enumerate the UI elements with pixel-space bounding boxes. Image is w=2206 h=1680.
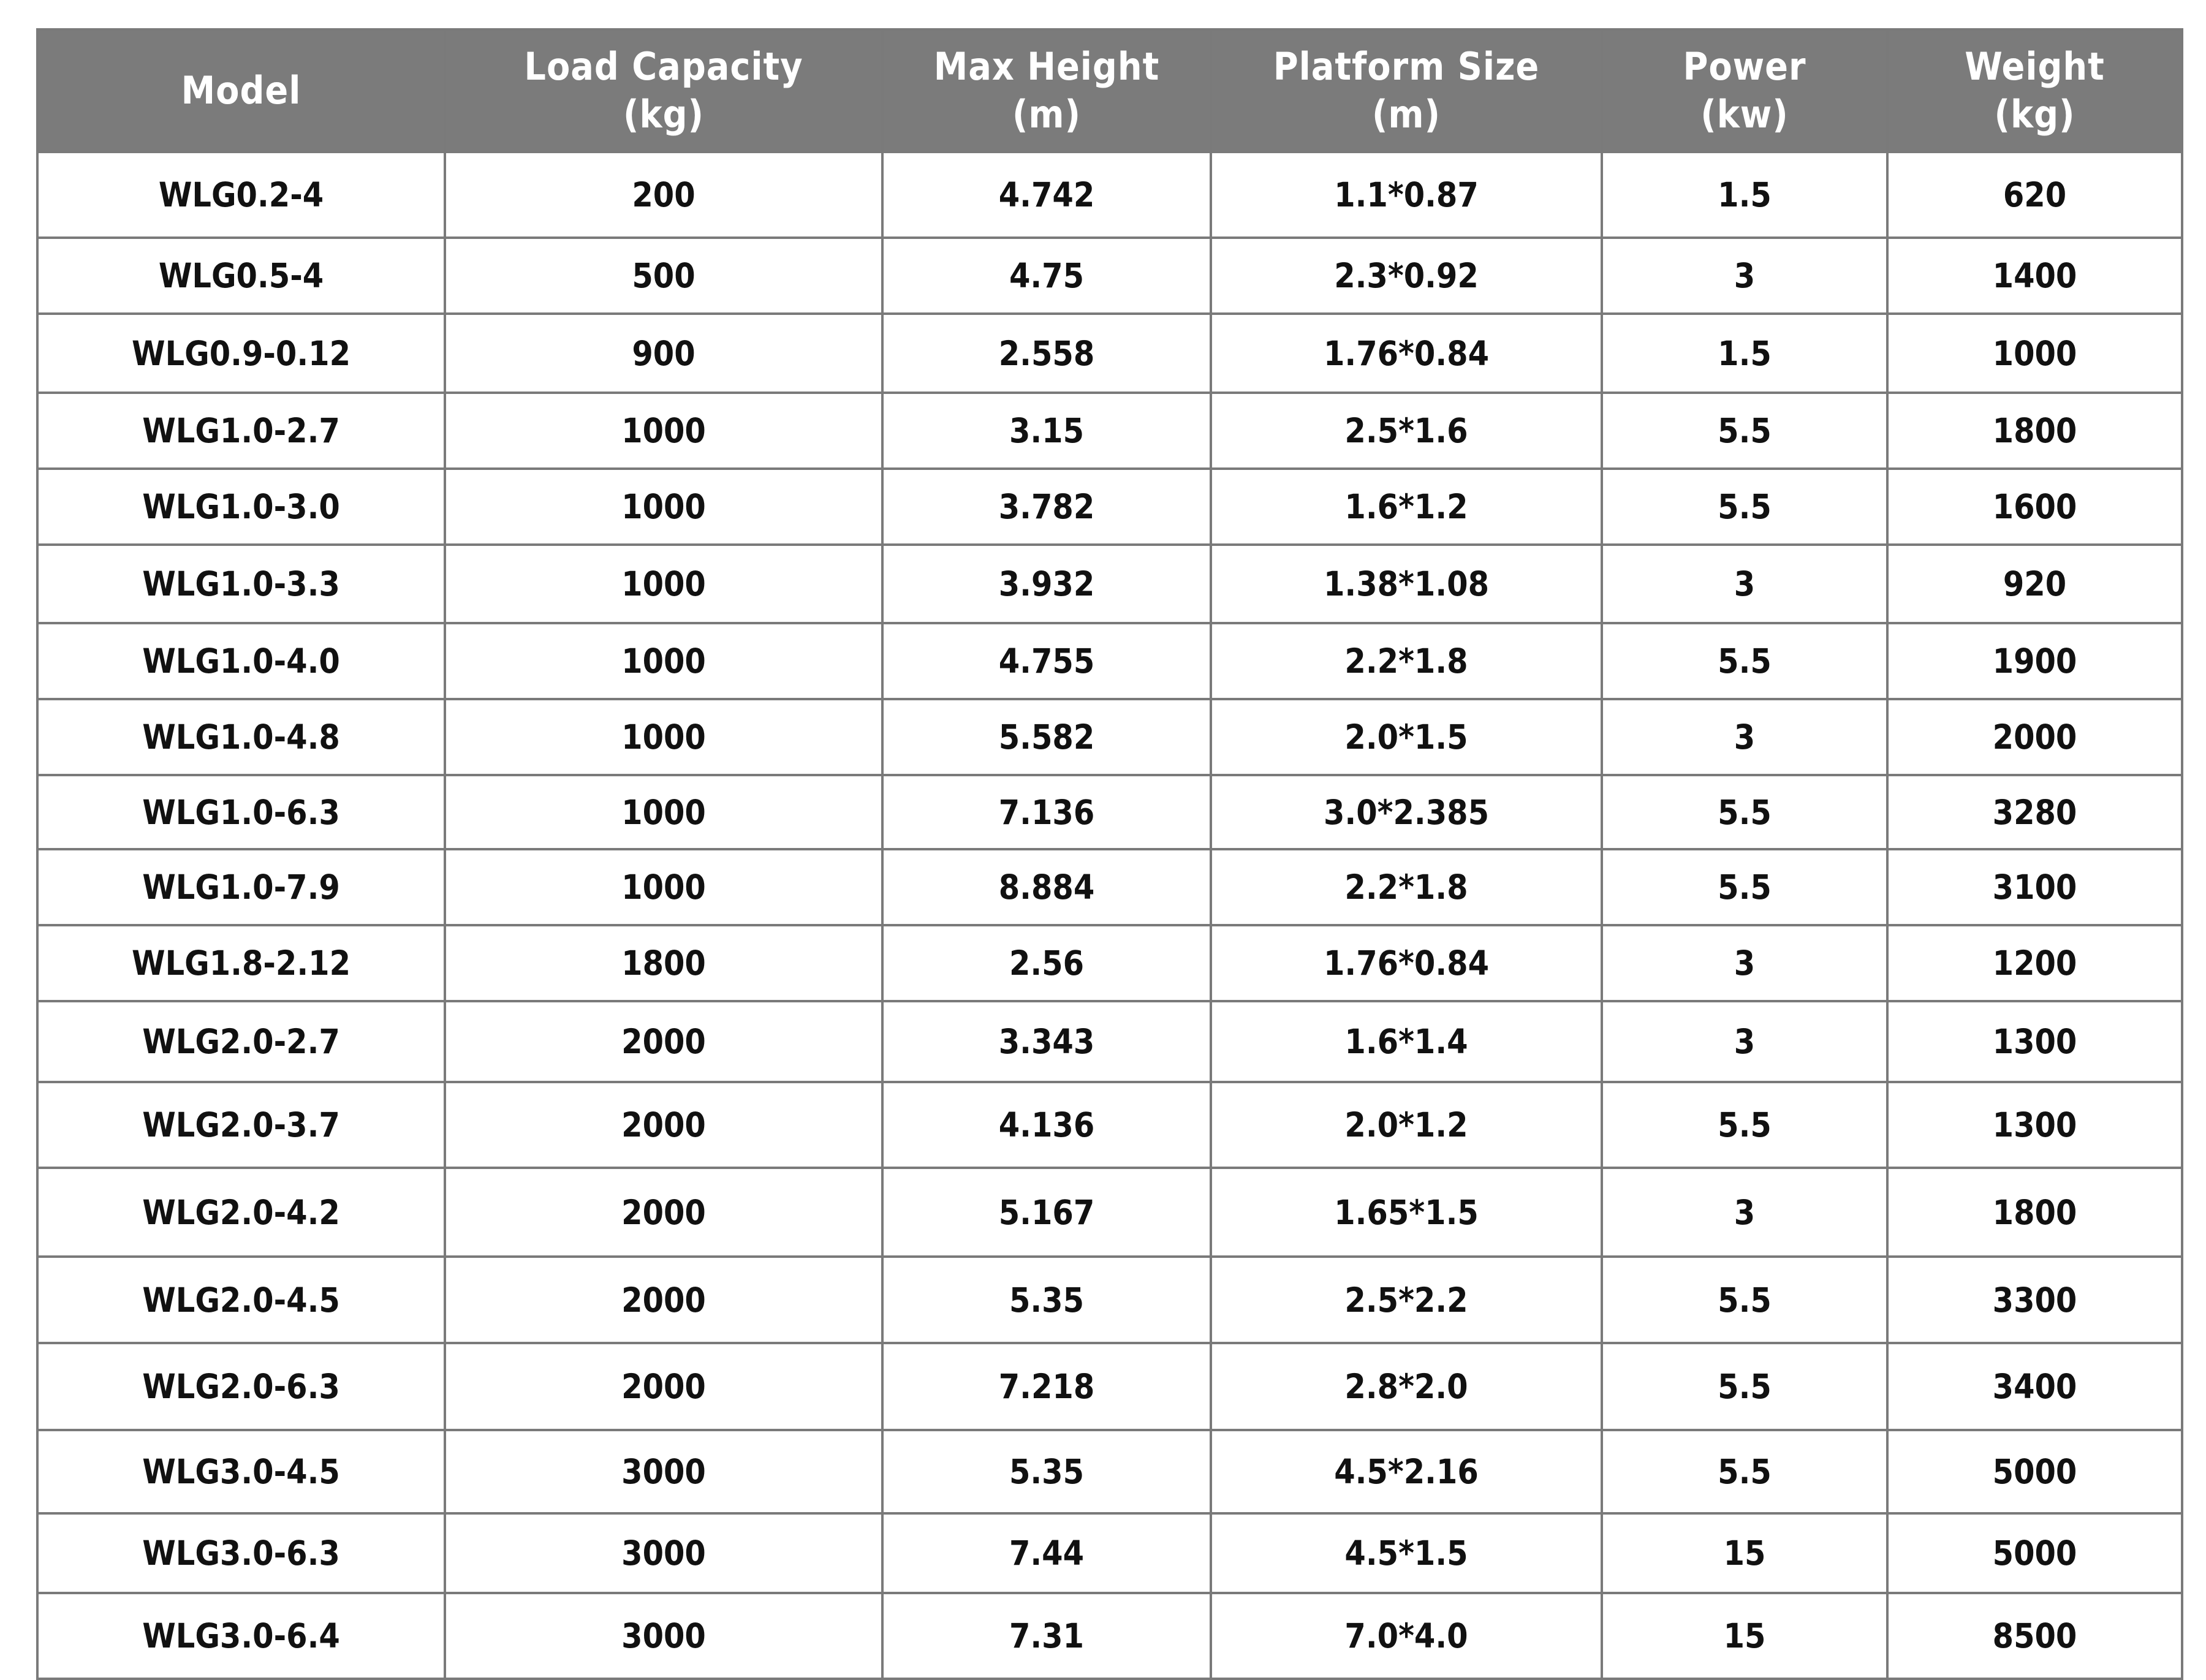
table-row (37, 1168, 2182, 1257)
max-height-cell: 8.884 (882, 849, 1211, 925)
weight-cell: 1600 (1887, 469, 2182, 545)
model-cell: WLG2.0-6.3 (37, 1343, 445, 1430)
header-max-height-label: Max Height (933, 44, 1160, 89)
table-row (37, 925, 2182, 1001)
platform-size-cell: 2.3*0.92 (1211, 238, 1602, 314)
max-height-cell: 4.755 (882, 623, 1211, 699)
model-cell: WLG3.0-6.3 (37, 1513, 445, 1593)
header-load-capacity-unit: (kg) (623, 92, 704, 137)
model-cell: WLG1.0-6.3 (37, 775, 445, 849)
weight-cell: 1800 (1887, 393, 2182, 469)
power-cell: 5.5 (1602, 775, 1887, 849)
model-cell: WLG1.0-3.3 (37, 545, 445, 623)
table-row (37, 1513, 2182, 1593)
weight-cell: 5000 (1887, 1513, 2182, 1593)
power-cell: 15 (1602, 1513, 1887, 1593)
platform-size-cell: 1.76*0.84 (1211, 925, 1602, 1001)
model-cell: WLG1.0-2.7 (37, 393, 445, 469)
weight-cell: 8500 (1887, 1593, 2182, 1679)
weight-cell: 1000 (1887, 314, 2182, 393)
platform-size-cell: 7.0*4.0 (1211, 1593, 1602, 1679)
table-row (37, 152, 2182, 238)
model-cell: WLG0.9-0.12 (37, 314, 445, 393)
load-capacity-cell: 2000 (445, 1082, 882, 1168)
header-load-capacity-label: Load Capacity (524, 44, 803, 89)
load-capacity-cell: 1000 (445, 469, 882, 545)
platform-size-cell: 2.8*2.0 (1211, 1343, 1602, 1430)
model-cell: WLG3.0-4.5 (37, 1430, 445, 1513)
header-weight-unit: (kg) (1994, 92, 2075, 137)
header-power (1602, 29, 1887, 152)
header-weight (1887, 29, 2182, 152)
power-cell: 5.5 (1602, 849, 1887, 925)
header-max-height (882, 29, 1211, 152)
max-height-cell: 3.15 (882, 393, 1211, 469)
power-cell: 3 (1602, 238, 1887, 314)
max-height-cell: 4.136 (882, 1082, 1211, 1168)
platform-size-cell: 2.0*1.5 (1211, 699, 1602, 775)
power-cell: 5.5 (1602, 1082, 1887, 1168)
table-row (37, 469, 2182, 545)
load-capacity-cell: 200 (445, 152, 882, 238)
platform-size-cell: 2.2*1.8 (1211, 849, 1602, 925)
weight-cell: 1900 (1887, 623, 2182, 699)
weight-cell: 1800 (1887, 1168, 2182, 1257)
power-cell: 5.5 (1602, 1257, 1887, 1343)
power-cell: 1.5 (1602, 314, 1887, 393)
header-power-unit: (kw) (1700, 92, 1789, 137)
power-cell: 3 (1602, 925, 1887, 1001)
model-cell: WLG0.2-4 (37, 152, 445, 238)
load-capacity-cell: 2000 (445, 1168, 882, 1257)
weight-cell: 920 (1887, 545, 2182, 623)
header-model (37, 29, 445, 152)
max-height-cell: 7.31 (882, 1593, 1211, 1679)
platform-size-cell: 1.38*1.08 (1211, 545, 1602, 623)
table-row (37, 623, 2182, 699)
platform-size-cell: 1.1*0.87 (1211, 152, 1602, 238)
table-row (37, 775, 2182, 849)
max-height-cell: 2.56 (882, 925, 1211, 1001)
table-body (37, 152, 2182, 1679)
weight-cell: 2000 (1887, 699, 2182, 775)
header-max-height-unit: (m) (1012, 92, 1082, 137)
model-cell: WLG1.0-4.0 (37, 623, 445, 699)
platform-size-cell: 4.5*1.5 (1211, 1513, 1602, 1593)
table-row (37, 238, 2182, 314)
table-header (37, 29, 2182, 152)
model-cell: WLG0.5-4 (37, 238, 445, 314)
weight-cell: 620 (1887, 152, 2182, 238)
load-capacity-cell: 1000 (445, 849, 882, 925)
platform-size-cell: 4.5*2.16 (1211, 1430, 1602, 1513)
max-height-cell: 4.742 (882, 152, 1211, 238)
platform-size-cell: 1.65*1.5 (1211, 1168, 1602, 1257)
weight-cell: 3280 (1887, 775, 2182, 849)
weight-cell: 3400 (1887, 1343, 2182, 1430)
model-cell: WLG3.0-6.4 (37, 1593, 445, 1679)
table-row (37, 1430, 2182, 1513)
load-capacity-cell: 1800 (445, 925, 882, 1001)
table-row (37, 1001, 2182, 1082)
table-row (37, 849, 2182, 925)
platform-size-cell: 2.0*1.2 (1211, 1082, 1602, 1168)
weight-cell: 1200 (1887, 925, 2182, 1001)
max-height-cell: 3.343 (882, 1001, 1211, 1082)
model-cell: WLG1.8-2.12 (37, 925, 445, 1001)
load-capacity-cell: 2000 (445, 1343, 882, 1430)
max-height-cell: 7.218 (882, 1343, 1211, 1430)
model-cell: WLG2.0-4.2 (37, 1168, 445, 1257)
platform-size-cell: 1.6*1.2 (1211, 469, 1602, 545)
platform-size-cell: 2.5*1.6 (1211, 393, 1602, 469)
header-model-label: Model (181, 68, 301, 113)
weight-cell: 1300 (1887, 1082, 2182, 1168)
load-capacity-cell: 900 (445, 314, 882, 393)
model-cell: WLG1.0-4.8 (37, 699, 445, 775)
model-cell: WLG1.0-7.9 (37, 849, 445, 925)
model-cell: WLG2.0-2.7 (37, 1001, 445, 1082)
load-capacity-cell: 500 (445, 238, 882, 314)
load-capacity-cell: 2000 (445, 1001, 882, 1082)
max-height-cell: 5.35 (882, 1430, 1211, 1513)
max-height-cell: 3.932 (882, 545, 1211, 623)
max-height-cell: 7.44 (882, 1513, 1211, 1593)
load-capacity-cell: 1000 (445, 699, 882, 775)
table-row (37, 393, 2182, 469)
header-platform-size-unit: (m) (1371, 92, 1441, 137)
power-cell: 3 (1602, 1001, 1887, 1082)
weight-cell: 1300 (1887, 1001, 2182, 1082)
platform-size-cell: 3.0*2.385 (1211, 775, 1602, 849)
max-height-cell: 5.35 (882, 1257, 1211, 1343)
header-power-label: Power (1683, 44, 1806, 89)
header-platform-size-label: Platform Size (1273, 44, 1540, 89)
table-row (37, 545, 2182, 623)
power-cell: 5.5 (1602, 469, 1887, 545)
load-capacity-cell: 3000 (445, 1513, 882, 1593)
load-capacity-cell: 2000 (445, 1257, 882, 1343)
model-cell: WLG2.0-4.5 (37, 1257, 445, 1343)
platform-size-cell: 1.6*1.4 (1211, 1001, 1602, 1082)
platform-size-cell: 2.5*2.2 (1211, 1257, 1602, 1343)
max-height-cell: 5.582 (882, 699, 1211, 775)
header-row (37, 29, 2182, 152)
table-row (37, 1593, 2182, 1679)
platform-size-cell: 1.76*0.84 (1211, 314, 1602, 393)
power-cell: 1.5 (1602, 152, 1887, 238)
power-cell: 5.5 (1602, 1343, 1887, 1430)
weight-cell: 3100 (1887, 849, 2182, 925)
load-capacity-cell: 3000 (445, 1593, 882, 1679)
power-cell: 5.5 (1602, 1430, 1887, 1513)
weight-cell: 3300 (1887, 1257, 2182, 1343)
table-row (37, 699, 2182, 775)
header-weight-label: Weight (1965, 44, 2105, 89)
model-cell: WLG2.0-3.7 (37, 1082, 445, 1168)
table-row (37, 1257, 2182, 1343)
power-cell: 3 (1602, 699, 1887, 775)
table-row (37, 1082, 2182, 1168)
weight-cell: 5000 (1887, 1430, 2182, 1513)
load-capacity-cell: 1000 (445, 623, 882, 699)
table-row (37, 1343, 2182, 1430)
header-platform-size (1211, 29, 1602, 152)
max-height-cell: 7.136 (882, 775, 1211, 849)
load-capacity-cell: 1000 (445, 393, 882, 469)
platform-size-cell: 2.2*1.8 (1211, 623, 1602, 699)
power-cell: 3 (1602, 1168, 1887, 1257)
load-capacity-cell: 3000 (445, 1430, 882, 1513)
load-capacity-cell: 1000 (445, 545, 882, 623)
power-cell: 5.5 (1602, 393, 1887, 469)
load-capacity-cell: 1000 (445, 775, 882, 849)
max-height-cell: 3.782 (882, 469, 1211, 545)
spec-table (36, 28, 2183, 1680)
power-cell: 15 (1602, 1593, 1887, 1679)
header-load-capacity (445, 29, 882, 152)
table-row (37, 314, 2182, 393)
max-height-cell: 5.167 (882, 1168, 1211, 1257)
power-cell: 3 (1602, 545, 1887, 623)
power-cell: 5.5 (1602, 623, 1887, 699)
max-height-cell: 4.75 (882, 238, 1211, 314)
model-cell: WLG1.0-3.0 (37, 469, 445, 545)
weight-cell: 1400 (1887, 238, 2182, 314)
max-height-cell: 2.558 (882, 314, 1211, 393)
